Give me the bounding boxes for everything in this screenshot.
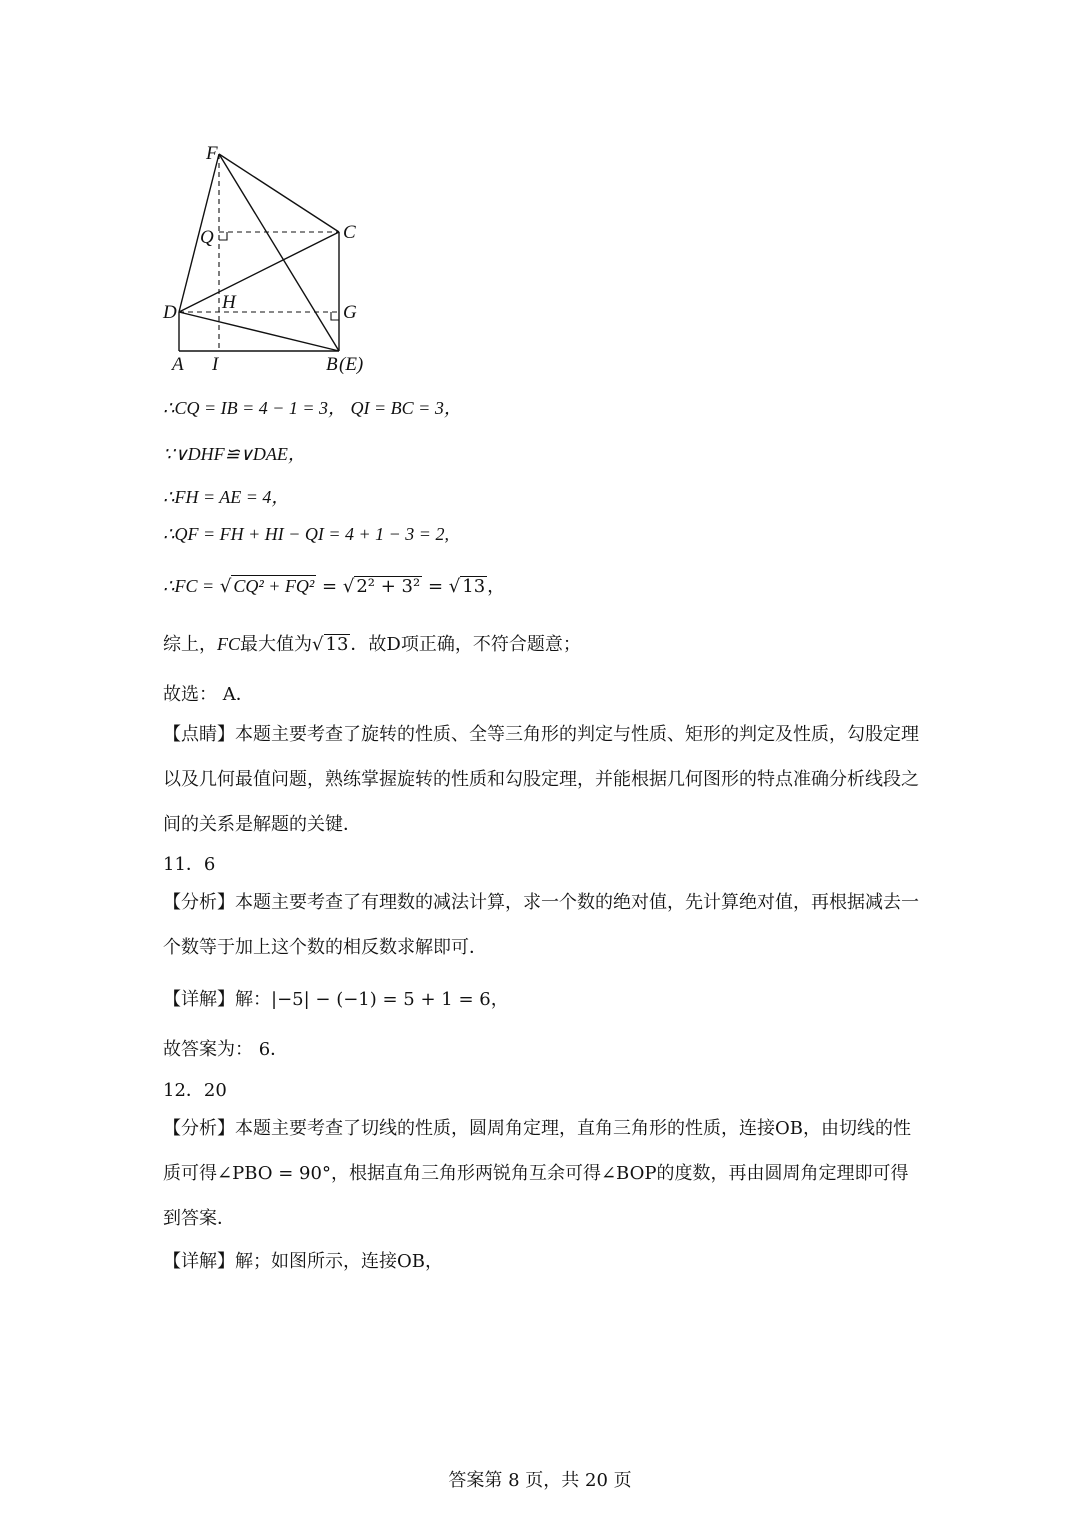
radical-sign: √ — [448, 576, 461, 597]
radical-sign: √ — [342, 576, 355, 597]
segment-FB — [219, 154, 339, 351]
conclusion-d: ．故D项正确，不符合题意； — [350, 634, 581, 655]
fc-tail: ， — [487, 576, 506, 597]
radical-sign: √ — [312, 634, 324, 655]
equals-1: = — [322, 576, 338, 597]
line-conclusion — [163, 630, 581, 656]
radicand-2: 2² + 3² — [356, 576, 421, 597]
q12-xiangjie: 【详解】解；如图所示，连接OB， — [163, 1251, 443, 1272]
line-congruent: ∵∨DHF≌∨DAE， — [163, 444, 306, 464]
label-A: A — [172, 354, 184, 375]
q12-title: 12．20 — [163, 1080, 227, 1101]
page-footer: 答案第 8 页，共 20 页 — [448, 1470, 632, 1491]
conclusion-radicand: 13 — [325, 634, 349, 655]
label-G: G — [343, 302, 357, 323]
equals-2: = — [427, 576, 444, 597]
line-fc-formula — [163, 572, 505, 598]
geometry-figure — [160, 140, 400, 380]
segment-DB — [179, 312, 339, 351]
label-Q: Q — [200, 227, 214, 248]
q11-xiangjie: 【详解】解：|−5| − (−1) = 5 + 1 = 6， — [163, 989, 509, 1010]
line-choice: 故选： A． — [163, 684, 254, 705]
line-qf: ∴QF = FH + HI − QI = 4 + 1 − 3 = 2, — [163, 524, 449, 544]
label-H: H — [222, 292, 236, 313]
q12-fenxi: 【分析】本题主要考查了切线的性质，圆周角定理，直角三角形的性质，连接OB，由切线的性质可得∠PBO = 90°，根据直角三角形两锐角互余可得∠BOP的度数，再由圆周角定理即可得到答案． — [163, 1118, 911, 1229]
dianjing-paragraph: 【点睛】本题主要考查了旋转的性质、全等三角形的判定与性质、矩形的判定及性质，勾股定理以及几何最值问题，熟练掌握旋转的性质和勾股定理，并能根据几何图形的特点准确分析线段之间的关系是解题的关键． — [163, 724, 919, 835]
conclusion-fc: FC — [217, 634, 241, 654]
q11-title: 11．6 — [163, 854, 216, 875]
radicand-3: 13 — [462, 576, 486, 597]
right-angle-G — [331, 312, 339, 320]
label-I: I — [212, 354, 219, 375]
line-fh-ae: ∴FH = AE = 4， — [163, 487, 290, 507]
label-C: C — [343, 222, 356, 243]
conclusion-a: 综上， — [163, 634, 217, 655]
label-F: F — [206, 143, 218, 164]
right-angle-Q — [219, 232, 227, 240]
q11-fenxi: 【分析】本题主要考查了有理数的减法计算，求一个数的绝对值，先计算绝对值，再根据减去一个数等于加上这个数的相反数求解即可． — [163, 892, 919, 958]
label-E: (E) — [339, 354, 364, 375]
label-D: D — [163, 302, 177, 323]
line-cq-ib: ∴CQ = IB = 4 − 1 = 3， QI = BC = 3， — [163, 398, 462, 418]
conclusion-c: 最大值为 — [240, 634, 313, 655]
q11-answer: 故答案为： 6． — [163, 1039, 289, 1060]
segment-FC — [219, 154, 339, 232]
radicand-1: CQ² + FQ² — [233, 576, 315, 596]
fc-prefix: ∴FC = — [163, 576, 215, 596]
label-B: B — [326, 354, 338, 375]
radical-sign: √ — [219, 576, 232, 597]
